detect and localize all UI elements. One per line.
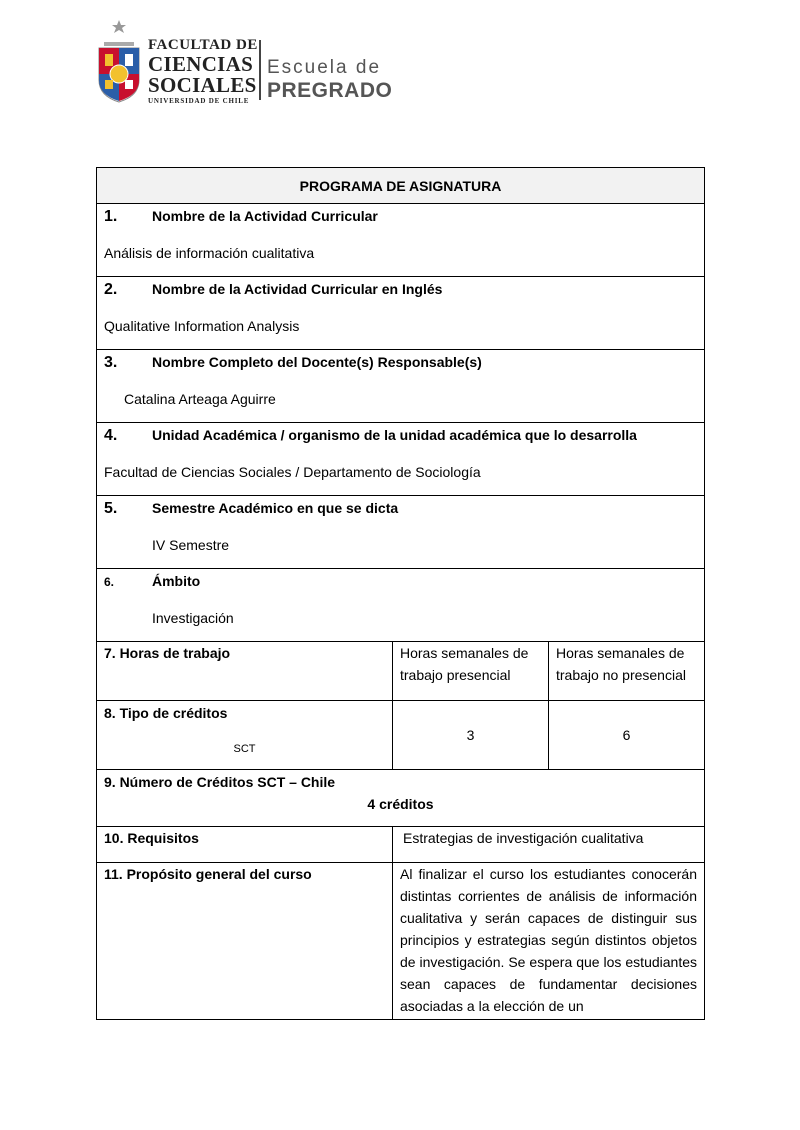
table-title: PROGRAMA DE ASIGNATURA: [97, 168, 705, 204]
credits-number-cell: [97, 770, 705, 827]
section-heading: Nombre de la Actividad Curricular en Inglés: [152, 281, 443, 297]
section-4: [97, 423, 705, 496]
section-number: 6.: [104, 575, 115, 589]
section-value: Qualitative Information Analysis: [104, 318, 300, 334]
hours-no-presencial-value: 6: [549, 701, 705, 770]
section-heading: Unidad Académica / organismo de la unidad académica que lo desarrolla: [152, 427, 637, 443]
requisites-value: Estrategias de investigación cualitativa: [393, 827, 705, 863]
credits-number-label: 9. Número de Créditos SCT – Chile: [104, 774, 336, 790]
section-heading: Nombre Completo del Docente(s) Responsable(s): [152, 354, 482, 370]
section-heading: Semestre Académico en que se dicta: [152, 500, 399, 516]
hours-presencial-value: 3: [393, 701, 549, 770]
section-2: [97, 277, 705, 350]
section-value: Catalina Arteaga Aguirre: [124, 391, 276, 407]
section-number: 3.: [104, 354, 118, 371]
section-value: Análisis de información cualitativa: [104, 245, 315, 261]
faculty-line1: FACULTAD DE: [148, 37, 258, 53]
credits-number-value: 4 créditos: [367, 796, 434, 812]
section-value: IV Semestre: [152, 537, 230, 553]
section-value: Investigación: [152, 610, 234, 626]
section-1: [97, 204, 705, 277]
purpose-label: 11. Propósito general del curso: [97, 863, 393, 1020]
faculty-line2: CIENCIAS: [148, 52, 254, 76]
program-table: [96, 167, 705, 1020]
section-number: 4.: [104, 427, 118, 444]
credits-type-label: 8. Tipo de créditos: [104, 705, 228, 721]
faculty-line4: UNIVERSIDAD DE CHILE: [148, 97, 250, 105]
requisites-label: 10. Requisitos: [97, 827, 393, 863]
logo-divider: [259, 40, 261, 100]
section-3: [97, 350, 705, 423]
section-heading: Ámbito: [152, 573, 201, 589]
section-number: 2.: [104, 281, 118, 298]
university-crest-icon: [96, 18, 142, 104]
section-heading: Nombre de la Actividad Curricular: [152, 208, 378, 224]
purpose-value: Al finalizar el curso los estudiantes conocerán distintas corrientes de análisis de información cualitativa y serán capaces de distinguir sus principios y estrategias según distintos objetos de investigación. Se espera que los estudiantes sean capaces de fundamentar decisiones asociadas a la elección de un: [393, 863, 705, 1020]
section-number: 1.: [104, 208, 118, 225]
credits-type-cell: [97, 701, 393, 770]
section-6: [97, 569, 705, 642]
section-5: [97, 496, 705, 569]
school-line2: PREGRADO: [267, 79, 393, 102]
section-value: Facultad de Ciencias Sociales / Departamento de Sociología: [104, 464, 481, 480]
section-number: 5.: [104, 500, 118, 517]
faculty-line3: SOCIALES: [148, 73, 257, 97]
school-line1: Escuela de: [267, 57, 382, 78]
hours-presencial-header: Horas semanales de trabajo presencial: [393, 642, 549, 701]
hours-label: 7. Horas de trabajo: [97, 642, 393, 701]
credits-type-value: SCT: [233, 743, 256, 755]
hours-no-presencial-header: Horas semanales de trabajo no presencial: [549, 642, 705, 701]
faculty-logo: [96, 18, 416, 108]
